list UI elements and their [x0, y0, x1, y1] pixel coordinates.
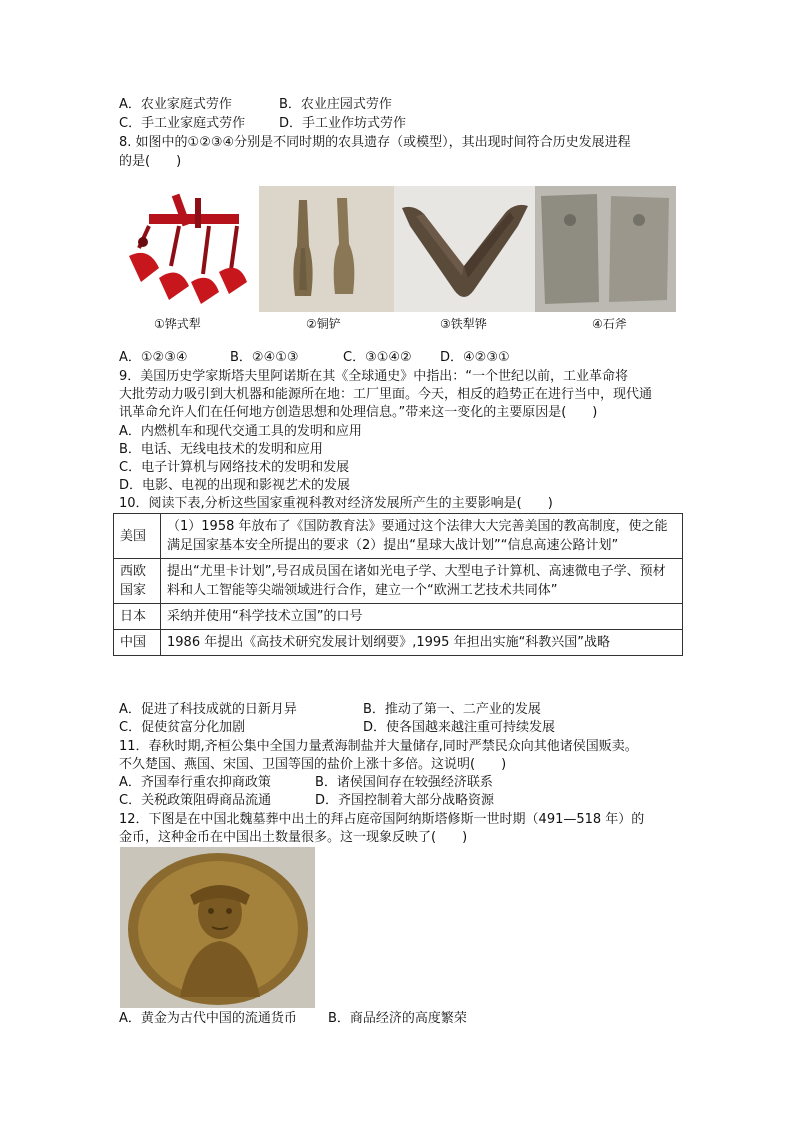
q12-option-b: B．商品经济的高度繁荣	[328, 1011, 467, 1026]
q9-stem-line-1: 9．美国历史学家斯塔夫里阿诺斯在其《全球通史》中指出：“一个世纪以前，工业革命将	[119, 369, 629, 384]
q11-stem-line-1: 11．春秋时期,齐桓公集中全国力量煮海制盐并大量储存,同时严禁民众向其他诸侯国贩卖。	[119, 739, 638, 754]
q10-option-b: B．推动了第一、二产业的发展	[363, 702, 541, 717]
iron-plowshare-image	[394, 186, 535, 312]
q11-option-c: C．关税政策阻碍商品流通	[119, 793, 272, 808]
plow-image	[119, 186, 259, 312]
table-row	[114, 514, 683, 559]
q7-option-d: D．手工业作坊式劳作	[279, 116, 407, 131]
q11-stem-line-2: 不久楚国、燕国、宋国、卫国等国的盐价上涨十多倍。这说明( )	[119, 757, 507, 772]
q11-option-a: A．齐国奉行重农抑商政策	[119, 775, 271, 790]
q12-option-a: A．黄金为古代中国的流通货币	[119, 1011, 297, 1026]
q10-table	[113, 513, 683, 656]
q9-stem-line-2: 大批劳动力吸引到大机器和能源所在地：工厂里面。今天，相反的趋势正在进行当中，现代通	[119, 387, 653, 402]
country-cell: 西欧国家	[114, 559, 161, 604]
table-row	[114, 630, 683, 656]
content-cell: 提出“尤里卡计划”,号召成员国在诸如光电子学、大型电子计算机、高速微电子学、预材料和人工智能等尖端领域进行合作，建立一个“欧洲工艺技术共同体”	[161, 559, 683, 604]
content-cell: 采纳并使用“科学技术立国”的口号	[161, 604, 683, 630]
table-row	[114, 604, 683, 630]
q12-stem-line-2: 金币，这种金币在中国出土数量很多。这一现象反映了( )	[119, 830, 468, 845]
q11-option-d: D．齐国控制着大部分战略资源	[315, 793, 495, 808]
caption-plow: ①铧式犁	[154, 317, 201, 331]
q9-option-d: D．电影、电视的出现和影视艺术的发展	[119, 478, 351, 493]
bronze-spade-image	[259, 186, 394, 312]
q7-option-a: A．农业家庭式劳作	[119, 97, 232, 112]
stone-axe-image	[535, 186, 676, 312]
q11-option-b: B．诸侯国间存在较强经济联系	[315, 775, 493, 790]
q7-option-c: C．手工业家庭式劳作	[119, 116, 246, 131]
q9-option-b: B．电话、无线电技术的发明和应用	[119, 442, 323, 457]
country-cell: 美国	[114, 514, 161, 559]
q9-stem-line-3: 讯革命允许人们在任何地方创造思想和处理信息。”带来这一变化的主要原因是( )	[119, 405, 598, 420]
q8-stem-line-2: 的是( )	[119, 154, 182, 169]
q8-option-d: D．④②③①	[440, 350, 510, 365]
country-cell: 日本	[114, 604, 161, 630]
q9-option-a: A．内燃机车和现代交通工具的发明和应用	[119, 424, 362, 439]
caption-stone-axe: ④石斧	[592, 317, 627, 331]
country-cell: 中国	[114, 630, 161, 656]
content-cell: 1986 年提出《高技术研究发展计划纲要》,1995 年担出实施“科教兴国”战略	[161, 630, 683, 656]
q10-stem: 10．阅读下表,分析这些国家重视科教对经济发展所产生的主要影响是( )	[119, 496, 553, 511]
byzantine-gold-coin-image	[120, 847, 315, 1008]
q8-option-a: A．①②③④	[119, 350, 188, 365]
q9-option-c: C．电子计算机与网络技术的发明和发展	[119, 460, 350, 475]
table-row	[114, 559, 683, 604]
q7-option-b: B．农业庄园式劳作	[279, 97, 392, 112]
q10-option-d: D．使各国越来越注重可持续发展	[363, 720, 556, 735]
content-cell: （1）1958 年放布了《国防教育法》要通过这个法律大大完善美国的教高制度，使之能满足国家基本安全所提出的要求（2）提出“星球大战计划”“信息高速公路计划”	[161, 514, 683, 559]
q10-option-c: C．促使贫富分化加剧	[119, 720, 246, 735]
q8-image-strip	[119, 186, 676, 312]
q8-option-c: C．③①④②	[343, 350, 412, 365]
caption-bronze-spade: ②铜铲	[306, 317, 341, 331]
caption-iron-plowshare: ③铁犁铧	[440, 317, 487, 331]
q8-option-b: B．②④①③	[230, 350, 299, 365]
q10-option-a: A．促进了科技成就的日新月异	[119, 702, 297, 717]
q12-stem-line-1: 12．下图是在中国北魏墓葬中出土的拜占庭帝国阿纳斯塔修斯一世时期（491—518 年）的	[119, 812, 645, 827]
q8-stem-line-1: 8. 如图中的①②③④分别是不同时期的农具遗存（或模型），其出现时间符合历史发展进程	[119, 135, 631, 150]
